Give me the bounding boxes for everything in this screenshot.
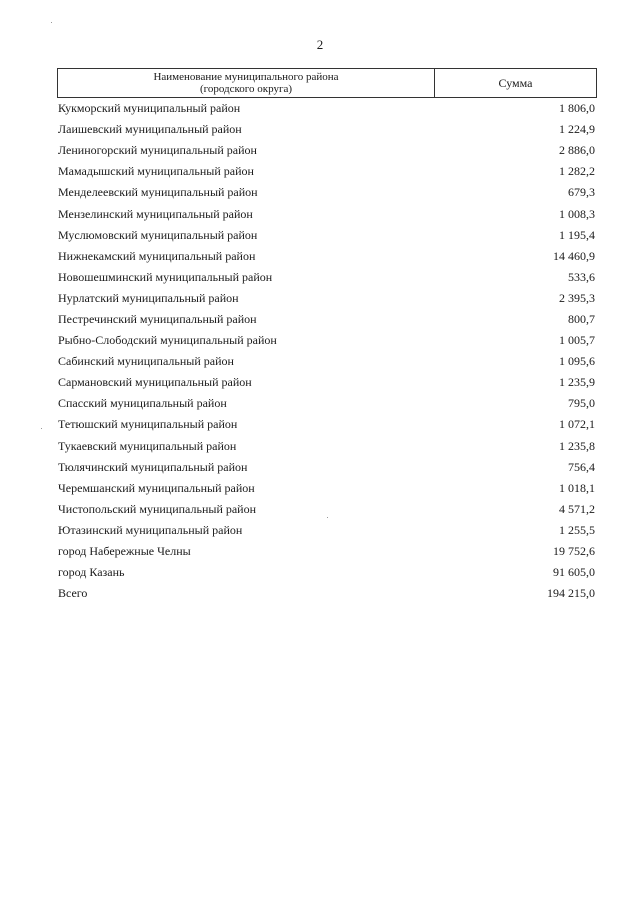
- row-name: Ютазинский муниципальный район: [58, 522, 243, 537]
- table-row: [57, 119, 597, 140]
- scan-speck: [51, 22, 52, 23]
- municipal-sum-table: [57, 68, 597, 604]
- row-name: Чистопольский муниципальный район: [58, 501, 257, 516]
- row-sum: 194 215,0: [547, 586, 595, 601]
- column-header-sum: Сумма: [498, 75, 533, 90]
- row-sum: 91 605,0: [553, 565, 595, 580]
- row-name: Сабинский муниципальный район: [58, 354, 234, 369]
- table-row: [57, 541, 597, 562]
- row-name: Муслюмовский муниципальный район: [58, 227, 258, 242]
- row-sum: 1 095,6: [559, 354, 595, 369]
- row-sum: 1 235,8: [559, 438, 595, 453]
- row-name: Лаишевский муниципальный район: [58, 122, 242, 137]
- table-row: [57, 436, 597, 457]
- row-sum: 1 018,1: [559, 480, 595, 495]
- table-row: [57, 288, 597, 309]
- table-row: [57, 372, 597, 393]
- row-sum: 1 806,0: [559, 101, 595, 116]
- table-row: [57, 161, 597, 182]
- row-sum: 756,4: [568, 459, 595, 474]
- row-sum: 1 282,2: [559, 164, 595, 179]
- row-name: Менделеевский муниципальный район: [58, 185, 258, 200]
- column-header-name-line2: (городского округа): [199, 83, 293, 95]
- table-row: [57, 457, 597, 478]
- table-row: [57, 393, 597, 414]
- row-name: Рыбно-Слободский муниципальный район: [58, 333, 277, 348]
- row-name: Новошешминский муниципальный район: [58, 269, 273, 284]
- table-row: [57, 562, 597, 583]
- row-sum: 2 886,0: [559, 143, 595, 158]
- table-row: [57, 583, 597, 604]
- table-row: [57, 478, 597, 499]
- row-sum: 4 571,2: [559, 501, 595, 516]
- table-row: [57, 330, 597, 351]
- row-sum: 19 752,6: [553, 544, 595, 559]
- row-name: город Казань: [58, 565, 125, 580]
- table-row: [57, 203, 597, 224]
- scan-speck: [327, 517, 328, 518]
- row-name: Всего: [58, 586, 88, 601]
- row-sum: 14 460,9: [553, 248, 595, 263]
- row-name: Нурлатский муниципальный район: [58, 290, 239, 305]
- row-name: Мензелинский муниципальный район: [58, 206, 253, 221]
- table-header: [57, 68, 597, 98]
- scan-speck: [41, 428, 42, 429]
- table-row: [57, 414, 597, 435]
- table-row: [57, 225, 597, 246]
- row-sum: 679,3: [568, 185, 595, 200]
- row-sum: 795,0: [568, 396, 595, 411]
- table-row: [57, 351, 597, 372]
- table-row: [57, 246, 597, 267]
- table-row: [57, 182, 597, 203]
- row-name: Кукморский муниципальный район: [58, 101, 241, 116]
- row-sum: 1 195,4: [559, 227, 595, 242]
- row-name: Нижнекамский муниципальный район: [58, 248, 256, 263]
- row-name: Пестречинский муниципальный район: [58, 311, 257, 326]
- page-number: 2: [316, 37, 324, 52]
- row-sum: 1 008,3: [559, 206, 595, 221]
- table-row: [57, 98, 597, 119]
- row-sum: 1 072,1: [559, 417, 595, 432]
- table-row: [57, 520, 597, 541]
- row-sum: 533,6: [568, 269, 595, 284]
- row-sum: 1 255,5: [559, 522, 595, 537]
- row-sum: 1 224,9: [559, 122, 595, 137]
- table-body: [57, 98, 597, 604]
- row-sum: 800,7: [568, 311, 595, 326]
- row-name: Тюлячинский муниципальный район: [58, 459, 248, 474]
- row-name: Мамадышский муниципальный район: [58, 164, 254, 179]
- table-row: [57, 140, 597, 161]
- row-name: город Набережные Челны: [58, 544, 191, 559]
- row-name: Черемшанский муниципальный район: [58, 480, 255, 495]
- row-name: Тетюшский муниципальный район: [58, 417, 238, 432]
- table-row: [57, 309, 597, 330]
- row-name: Сармановский муниципальный район: [58, 375, 252, 390]
- row-name: Лениногорский муниципальный район: [58, 143, 257, 158]
- column-header-name: [58, 69, 435, 97]
- row-name: Тукаевский муниципальный район: [58, 438, 237, 453]
- row-sum: 2 395,3: [559, 290, 595, 305]
- row-sum: 1 235,9: [559, 375, 595, 390]
- table-row: [57, 267, 597, 288]
- column-header-name-line1: Наименование муниципального района: [153, 71, 339, 83]
- row-sum: 1 005,7: [559, 333, 595, 348]
- row-name: Спасский муниципальный район: [58, 396, 227, 411]
